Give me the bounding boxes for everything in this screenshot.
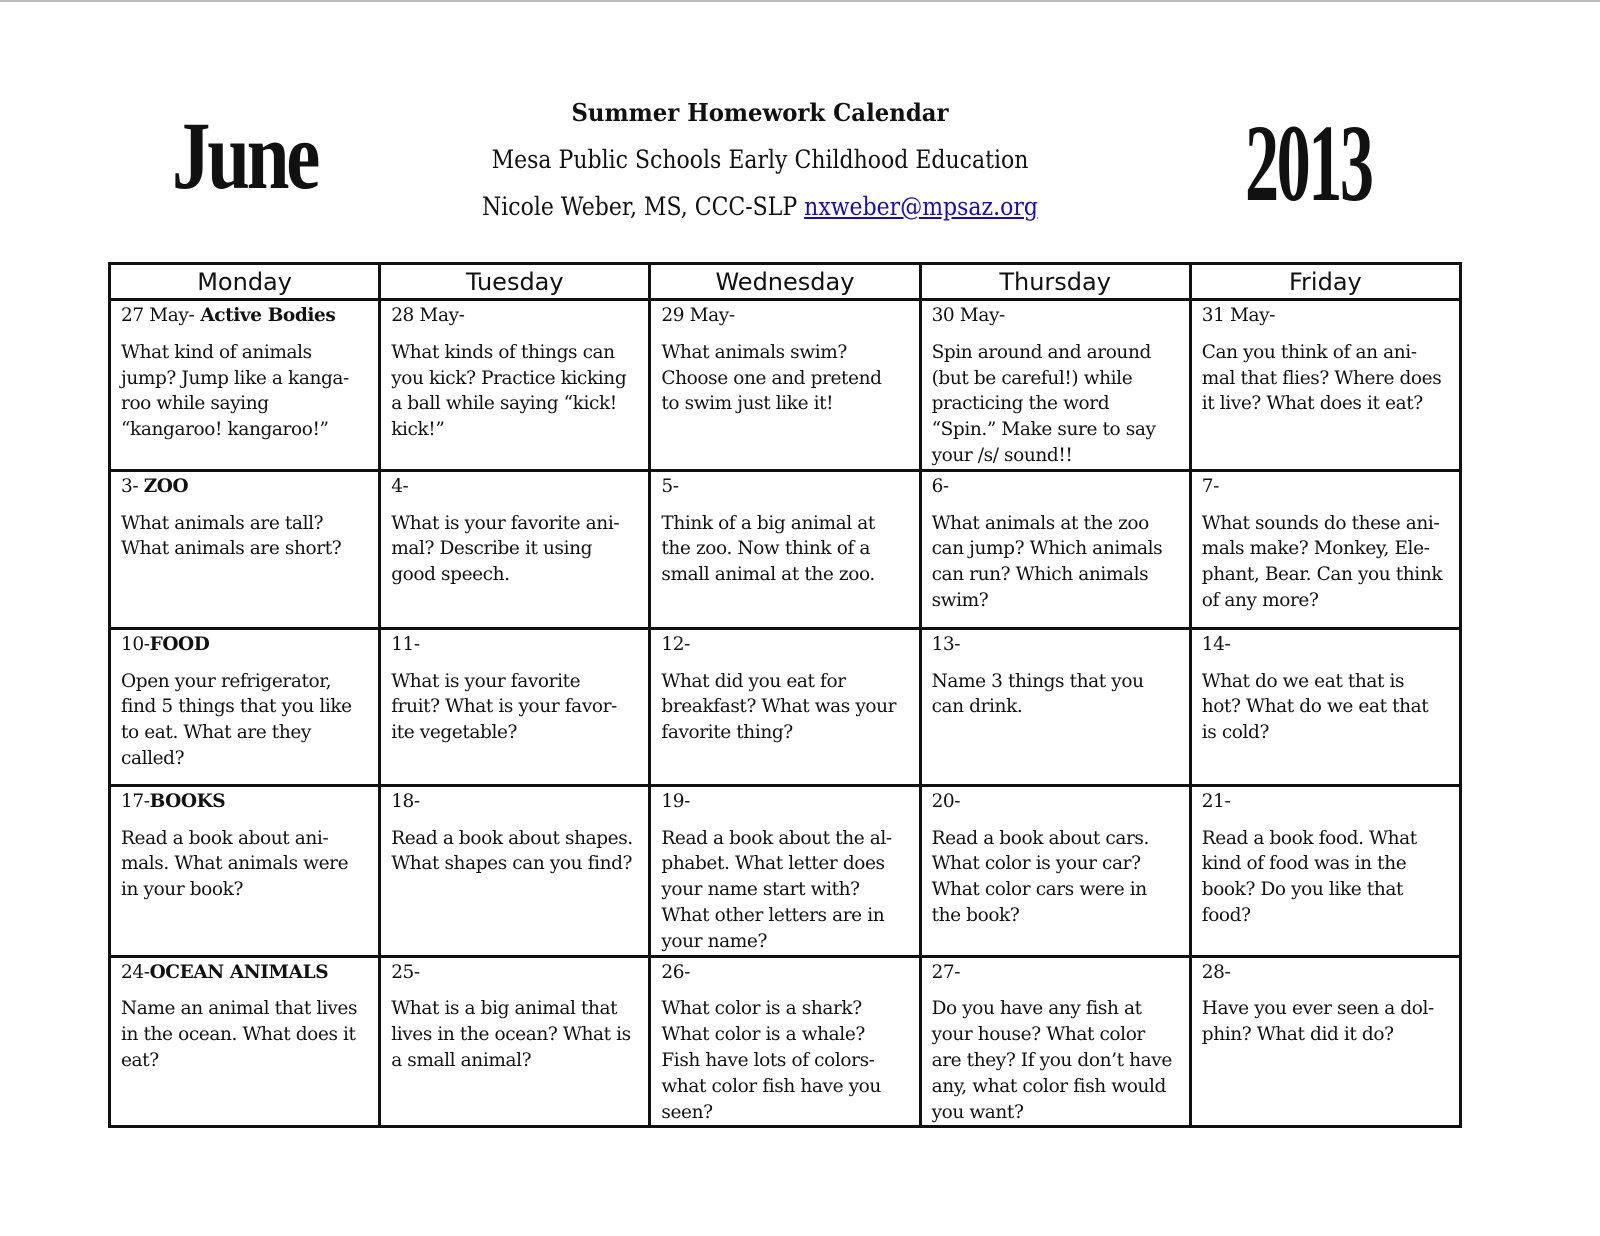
- activity-text: Name 3 things that you can drink.: [931, 670, 1144, 718]
- activity-text: What color is a shark? What color is a whale? Fish have lots of colors- what color fish have you seen?: [661, 998, 881, 1123]
- subtitle: Mesa Public Schools Early Childhood Education: [491, 145, 1029, 174]
- day-header-tuesday: Tuesday: [380, 264, 650, 300]
- date-label: [661, 789, 910, 815]
- date-number: 17-: [121, 790, 150, 812]
- date-label: [121, 632, 370, 658]
- activity-text: What is your favorite fruit? What is your favor- ite vegetable?: [391, 670, 617, 744]
- day-header-wednesday: Wednesday: [650, 264, 920, 300]
- date-number: 20-: [931, 790, 961, 812]
- day-cell: [110, 956, 380, 1127]
- date-label: [932, 303, 1181, 329]
- date-label: [661, 474, 910, 500]
- date-number: 12-: [661, 633, 690, 655]
- date-number: 26-: [661, 961, 690, 983]
- year-title: 2013: [1245, 102, 1372, 224]
- month-title: June: [172, 102, 318, 209]
- date-number: 28 May-: [391, 305, 465, 326]
- day-cell: [380, 300, 650, 471]
- theme-label: OCEAN ANIMALS: [149, 961, 329, 983]
- calendar-table: [108, 262, 1462, 1128]
- activity-text: Read a book about shapes. What shapes can you find?: [391, 827, 633, 875]
- theme-label: FOOD: [149, 633, 210, 655]
- day-cell: [920, 300, 1190, 471]
- day-cell: [110, 470, 380, 628]
- activity-text: Name an animal that lives in the ocean. What does it eat?: [121, 998, 358, 1071]
- day-header-monday: Monday: [110, 264, 380, 300]
- activity-text: What animals at the zoo can jump? Which animals can run? Which animals swim?: [931, 512, 1163, 611]
- date-number: 6-: [931, 475, 949, 497]
- day-cell: [650, 785, 920, 956]
- activity-text: Can you think of an ani- mal that flies? Where does it live? What does it eat?: [1201, 341, 1442, 415]
- theme-label: ZOO: [143, 475, 189, 497]
- day-cell: [1190, 628, 1460, 785]
- activity-text: What kinds of things can you kick? Practice kicking a ball while saying “kick! kick!”: [391, 341, 627, 441]
- day-cell: [380, 628, 650, 785]
- date-number: 27-: [931, 961, 961, 983]
- date-number: 28-: [1201, 961, 1231, 983]
- day-cell: [650, 300, 920, 471]
- date-label: [932, 474, 1181, 500]
- date-number: 27 May-: [121, 305, 195, 326]
- week-row: [110, 628, 1461, 785]
- week-row: [110, 956, 1461, 1127]
- author-line: [443, 192, 1077, 221]
- activity-text: What did you eat for breakfast? What was your favorite thing?: [661, 670, 897, 744]
- date-label: [661, 632, 910, 658]
- date-label: [391, 960, 640, 986]
- day-cell: [1190, 470, 1460, 628]
- activity-text: What sounds do these ani- mals make? Monkey, Ele- phant, Bear. Can you think of any more?: [1201, 512, 1443, 611]
- date-label: [391, 303, 640, 329]
- date-number: 5-: [661, 475, 679, 497]
- date-number: 24-: [121, 961, 150, 983]
- week-row: [110, 300, 1461, 471]
- week-row: [110, 785, 1461, 956]
- activity-text: Have you ever seen a dol- phin? What did it do?: [1201, 998, 1434, 1046]
- date-label: [1202, 632, 1451, 658]
- activity-text: What animals are tall? What animals are short?: [121, 512, 342, 560]
- activity-text: Read a book food. What kind of food was in the book? Do you like that food?: [1201, 827, 1417, 926]
- date-number: 25-: [391, 961, 420, 983]
- day-header-row: [110, 264, 1461, 300]
- day-cell: [920, 628, 1190, 785]
- day-cell: [920, 470, 1190, 628]
- day-cell: [650, 956, 920, 1127]
- day-cell: [380, 470, 650, 628]
- week-row: [110, 470, 1461, 628]
- date-label: [932, 789, 1181, 815]
- date-number: 30 May-: [931, 305, 1005, 326]
- day-cell: [920, 956, 1190, 1127]
- date-label: [661, 960, 910, 986]
- date-label: [1202, 474, 1451, 500]
- day-cell: [1190, 785, 1460, 956]
- top-border: [0, 0, 1600, 2]
- day-cell: [1190, 300, 1460, 471]
- date-number: 3-: [121, 475, 144, 497]
- date-label: [121, 960, 370, 986]
- day-cell: [110, 785, 380, 956]
- activity-text: What do we eat that is hot? What do we eat that is cold?: [1201, 670, 1429, 744]
- day-cell: [380, 785, 650, 956]
- theme-label: BOOKS: [149, 790, 226, 812]
- day-cell: [650, 470, 920, 628]
- date-label: [1202, 303, 1451, 329]
- date-number: 11-: [391, 633, 420, 655]
- email-link[interactable]: nxweber@mpsaz.org: [804, 192, 1038, 221]
- activity-text: What is your favorite ani- mal? Describe it using good speech.: [391, 512, 620, 586]
- date-label: [121, 303, 370, 329]
- date-label: [391, 789, 640, 815]
- date-number: 13-: [931, 633, 961, 655]
- day-cell: [110, 300, 380, 471]
- date-number: 31 May-: [1201, 305, 1276, 326]
- day-cell: [650, 628, 920, 785]
- day-cell: [110, 628, 380, 785]
- activity-text: What is a big animal that lives in the ocean? What is a small animal?: [391, 998, 631, 1071]
- date-label: [932, 960, 1181, 986]
- date-number: 14-: [1201, 633, 1231, 655]
- day-cell: [380, 956, 650, 1127]
- date-label: [1202, 789, 1451, 815]
- activity-text: Read a book about ani- mals. What animals were in your book?: [121, 827, 349, 901]
- activity-text: Open your refrigerator, find 5 things that you like to eat. What are they called?: [121, 670, 352, 769]
- date-label: [661, 303, 910, 329]
- activity-text: Think of a big animal at the zoo. Now think of a small animal at the zoo.: [661, 512, 875, 586]
- date-number: 10-: [121, 633, 150, 655]
- date-label: [1202, 960, 1451, 986]
- activity-text: Do you have any fish at your house? What color are they? If you don’t have any, what color fish would you want?: [931, 998, 1172, 1123]
- date-number: 7-: [1201, 475, 1219, 497]
- date-number: 29 May-: [661, 305, 735, 326]
- activity-text: What kind of animals jump? Jump like a kanga- roo while saying “kangaroo! kangaroo!”: [121, 341, 349, 441]
- date-label: [391, 632, 640, 658]
- date-label: [121, 474, 370, 500]
- date-label: [121, 789, 370, 815]
- activity-text: What animals swim? Choose one and pretend to swim just like it!: [661, 341, 882, 415]
- date-number: 4-: [391, 475, 409, 497]
- date-label: [391, 474, 640, 500]
- activity-text: Spin around and around (but be careful!) while practicing the word “Spin.” Make sure to say your /s/ sound!!: [931, 341, 1156, 466]
- day-cell: [920, 785, 1190, 956]
- date-number: 18-: [391, 790, 420, 812]
- day-cell: [1190, 956, 1460, 1127]
- day-header-friday: Friday: [1190, 264, 1460, 300]
- author-name: Nicole Weber, MS, CCC-SLP: [482, 192, 798, 221]
- theme-label: Active Bodies: [194, 305, 336, 326]
- day-header-thursday: Thursday: [920, 264, 1190, 300]
- page-title: Summer Homework Calendar: [571, 98, 949, 127]
- activity-text: Read a book about the al- phabet. What letter does your name start with? What other letters are in your name?: [661, 827, 892, 952]
- date-number: 19-: [661, 790, 690, 812]
- date-label: [932, 632, 1181, 658]
- activity-text: Read a book about cars. What color is your car? What color cars were in the book?: [931, 827, 1149, 926]
- date-number: 21-: [1201, 790, 1231, 812]
